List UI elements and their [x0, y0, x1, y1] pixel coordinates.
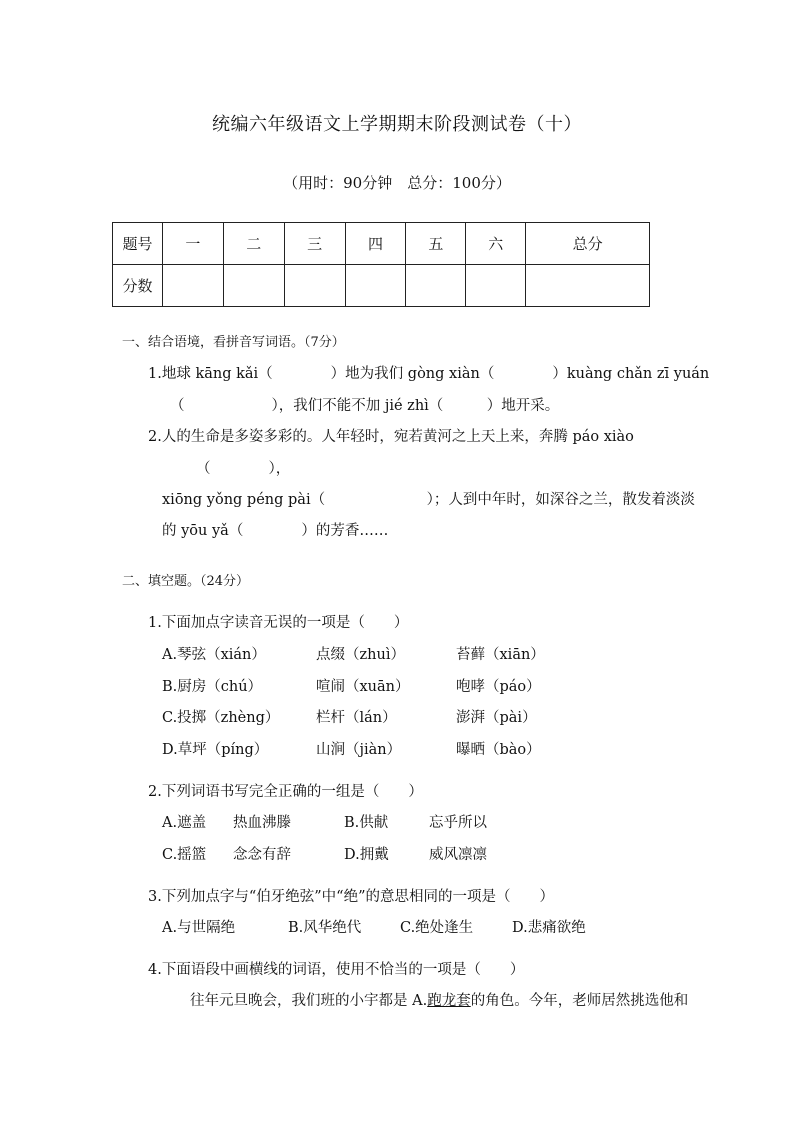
passage-text: 往年元旦晚会，我们班的小宇都是 A.: [190, 993, 428, 1009]
s2-q2-option: A.遮盖: [162, 815, 207, 831]
score-cell[interactable]: [345, 265, 406, 307]
s2-q3-option: D.悲痛欲绝: [512, 920, 586, 936]
s2-q1-option: 澎湃（pài）: [456, 710, 537, 726]
score-header-cell: 题号: [113, 223, 163, 265]
section2-heading: 二、填空题。（24分）: [122, 574, 250, 589]
s2-q3-option: B.风华绝代: [288, 920, 362, 936]
s2-q2-option: C.摇篮: [162, 847, 207, 863]
score-header-cell: 一: [162, 223, 223, 265]
exam-subtitle: （用时：90分钟 总分：100分）: [283, 174, 511, 192]
s1-q1-line1: 1.地球 kāng kǎi（ ）地为我们 gòng xiàn（ ）kuàng chǎn zī yuán: [148, 366, 710, 382]
s2-q2-option: D.拥戴: [344, 847, 389, 863]
score-header-cell: 二: [223, 223, 284, 265]
s1-q1-line2: （ ），我们不能不加 jié zhì（ ）地开采。: [170, 398, 560, 414]
s1-q2-line1: 2.人的生命是多姿多彩的。人年轻时，宛若黄河之上天上来，奔腾 páo xiào: [148, 429, 634, 445]
s2-q2-option: 威风凛凛: [429, 847, 487, 863]
score-header-cell: 总分: [526, 223, 650, 265]
s2-q3-option: A.与世隔绝: [162, 920, 236, 936]
score-header-cell: 四: [345, 223, 406, 265]
score-cell[interactable]: [466, 265, 526, 307]
s2-q1-option: 苔藓（xiān）: [456, 647, 545, 663]
s2-q4-stem: 4.下面语段中画横线的词语，使用不恰当的一项是（ ）: [148, 962, 525, 978]
score-cell[interactable]: [526, 265, 650, 307]
s1-q2-line3: xiōng yǒng péng pài（ ）；人到中年时，如深谷之兰，散发着淡淡: [162, 492, 695, 508]
s2-q3-stem: 3.下列加点字与“伯牙绝弦”中“绝”的意思相同的一项是（ ）: [148, 889, 554, 905]
s2-q2-stem: 2.下列词语书写完全正确的一组是（ ）: [148, 784, 423, 800]
s2-q1-option: 曝晒（bào）: [456, 742, 541, 758]
score-cell[interactable]: [284, 265, 345, 307]
score-cell[interactable]: [162, 265, 223, 307]
s2-q2-option: 热血沸滕: [233, 815, 291, 831]
score-table-header-row: [113, 223, 650, 265]
score-header-cell: 五: [406, 223, 466, 265]
s1-q2-line2: （ ），: [196, 461, 291, 477]
s2-q1-option: 咆哮（páo）: [456, 679, 541, 695]
score-cell[interactable]: [406, 265, 466, 307]
passage-text: 的角色。今年，老师居然挑选他和: [470, 993, 689, 1009]
s2-q2-option: B.供献: [344, 815, 389, 831]
score-header-cell: 三: [284, 223, 345, 265]
underlined-phrase: 跑龙套: [427, 993, 471, 1009]
s2-q2-option: 忘乎所以: [429, 815, 487, 831]
s2-q1-option: D.草坪（píng）: [162, 742, 269, 758]
score-header-cell: 六: [466, 223, 526, 265]
s1-q2-line4: 的 yōu yǎ（ ）的芳香……: [162, 523, 389, 539]
s2-q1-option: A.琴弦（xián）: [162, 647, 266, 663]
s2-q1-option: C.投掷（zhèng）: [162, 710, 280, 726]
s2-q2-option: 念念有辞: [233, 847, 291, 863]
s2-q3-option: C.绝处逢生: [400, 920, 474, 936]
score-cell[interactable]: [223, 265, 284, 307]
s2-q1-option: 喧闹（xuān）: [316, 679, 410, 695]
exam-title: 统编六年级语文上学期期末阶段测试卷（十）: [212, 114, 582, 135]
score-table: [112, 222, 650, 307]
s2-q1-stem: 1.下面加点字读音无误的一项是（ ）: [148, 615, 409, 631]
section1-heading: 一、结合语境，看拼音写词语。（7分）: [122, 335, 345, 350]
s2-q1-option: 点缀（zhuì）: [316, 647, 405, 663]
score-table-score-row: [113, 265, 650, 307]
score-row-label: 分数: [113, 265, 163, 307]
s2-q4-passage: [190, 989, 688, 1010]
s2-q1-option: 山涧（jiàn）: [316, 742, 402, 758]
s2-q1-option: B.厨房（chú）: [162, 679, 263, 695]
s2-q1-option: 栏杆（lán）: [316, 710, 397, 726]
